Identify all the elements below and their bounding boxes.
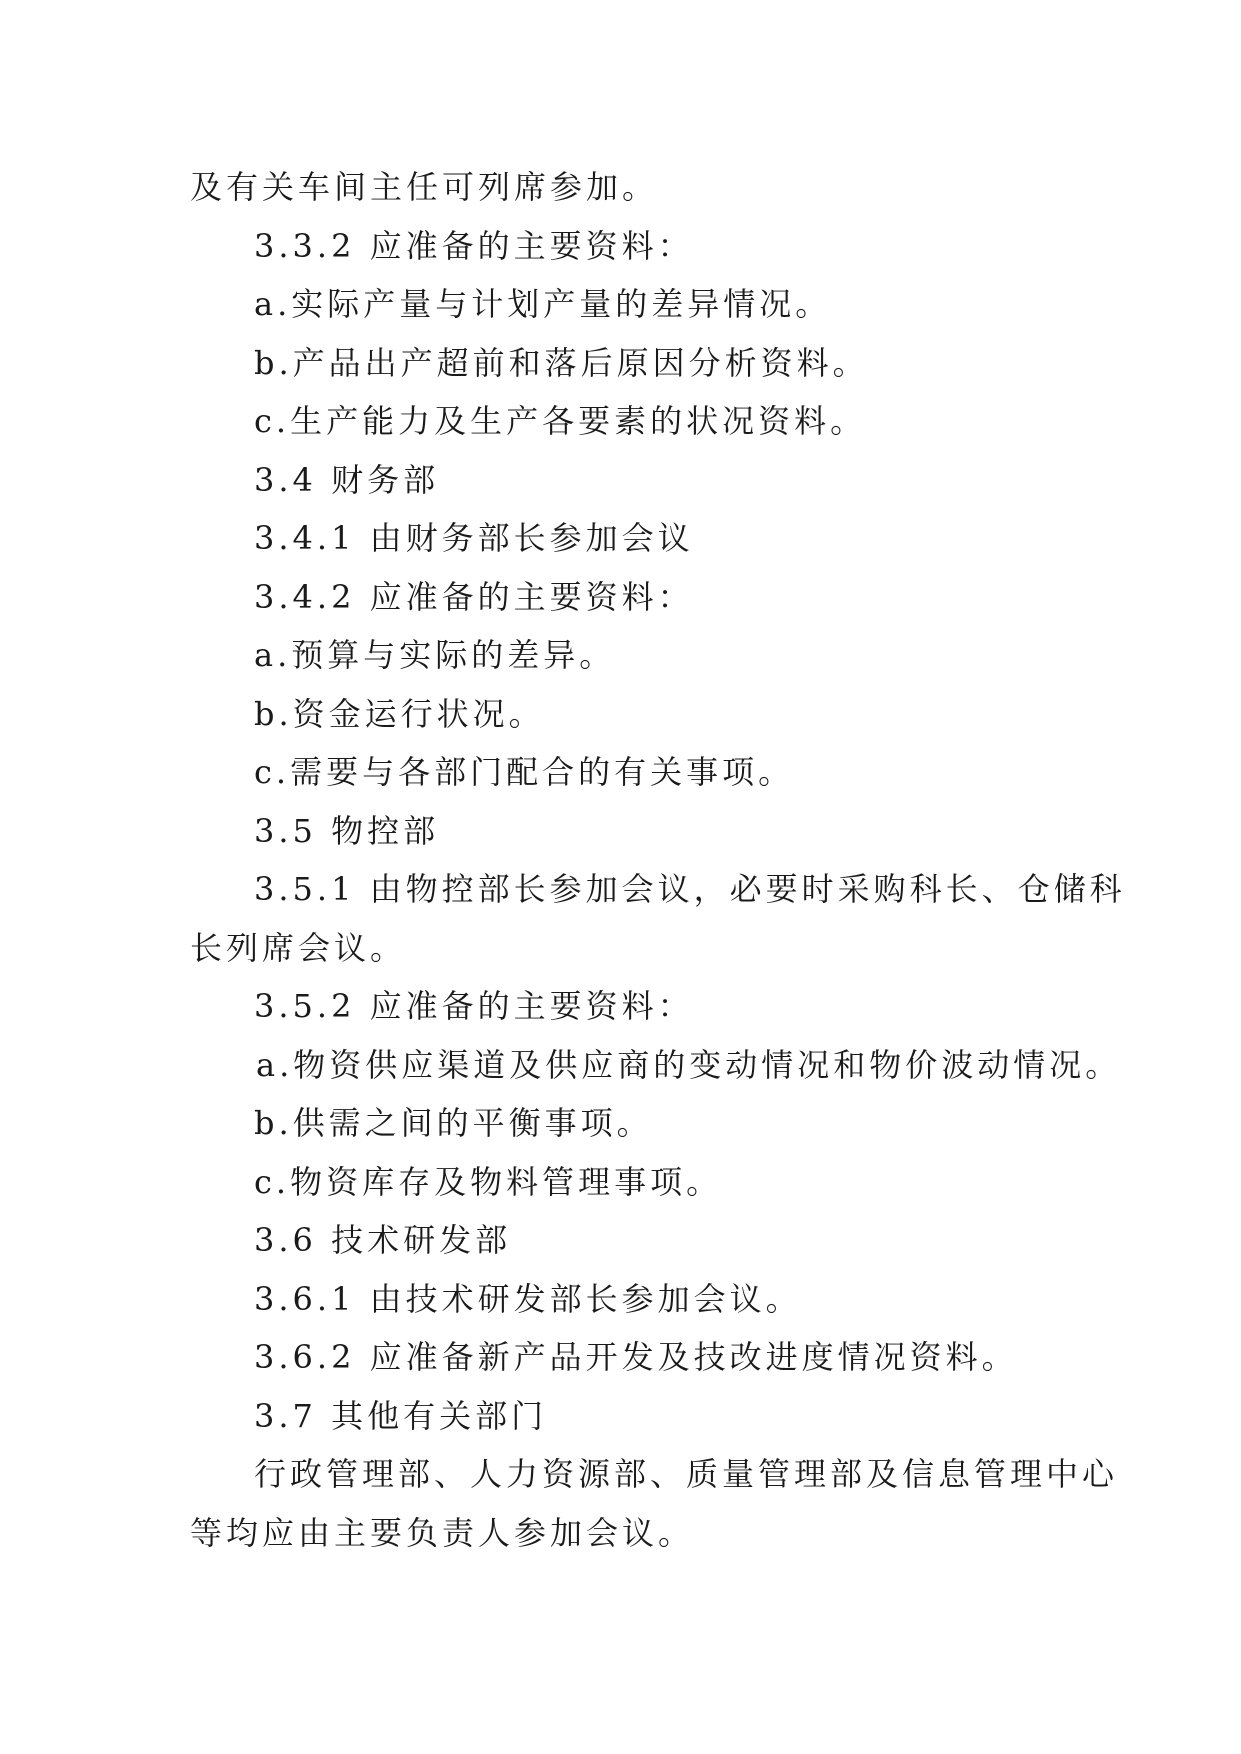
section-heading-3-5: 3.5 物控部	[254, 811, 440, 850]
text-line-continuation: 等均应由主要负责人参加会议。	[190, 1513, 695, 1552]
text-line-3-5-1: 3.5.1 由物控部长参加会议，必要时采购科长、仓储科	[254, 870, 1126, 908]
section-heading-3-4: 3.4 财务部	[254, 460, 440, 499]
text-line-item-b: b.供需之间的平衡事项。	[254, 1104, 653, 1142]
text-line-3-6-1: 3.6.1 由技术研发部长参加会议。	[254, 1279, 802, 1318]
text-line-paragraph: 行政管理部、人力资源部、质量管理部及信息管理中心	[254, 1455, 1119, 1493]
text-line-continuation: 及有关车间主任可列席参加。	[190, 168, 659, 206]
section-heading-3-6: 3.6 技术研发部	[254, 1221, 512, 1259]
section-heading-3-7: 3.7 其他有关部门	[254, 1396, 548, 1435]
text-line-3-6-2: 3.6.2 应准备新产品开发及技改进度情况资料。	[254, 1338, 1018, 1376]
text-line-item-b: b.资金运行状况。	[254, 694, 545, 733]
text-line-3-4-2: 3.4.2 应准备的主要资料：	[254, 577, 694, 616]
text-line-item-a: a.预算与实际的差异。	[254, 636, 616, 674]
text-line-item-b: b.产品出产超前和落后原因分析资料。	[254, 343, 869, 382]
text-line-item-a: a.物资供应渠道及供应商的变动情况和物价波动情况。	[256, 1045, 1122, 1084]
text-line-3-4-1: 3.4.1 由财务部长参加会议	[254, 519, 694, 557]
text-line-continuation: 长列席会议。	[190, 928, 407, 967]
text-line-item-c: c.需要与各部门配合的有关事项。	[254, 753, 795, 791]
text-line-item-c: c.物资库存及物料管理事项。	[254, 1162, 723, 1201]
text-line-3-3-2: 3.3.2 应准备的主要资料：	[254, 226, 694, 265]
text-line-3-5-2: 3.5.2 应准备的主要资料：	[254, 987, 694, 1025]
document-body	[190, 158, 1126, 1562]
text-line-item-c: c.生产能力及生产各要素的状况资料。	[254, 402, 867, 440]
text-line-item-a: a.实际产量与计划产量的差异情况。	[254, 285, 832, 323]
